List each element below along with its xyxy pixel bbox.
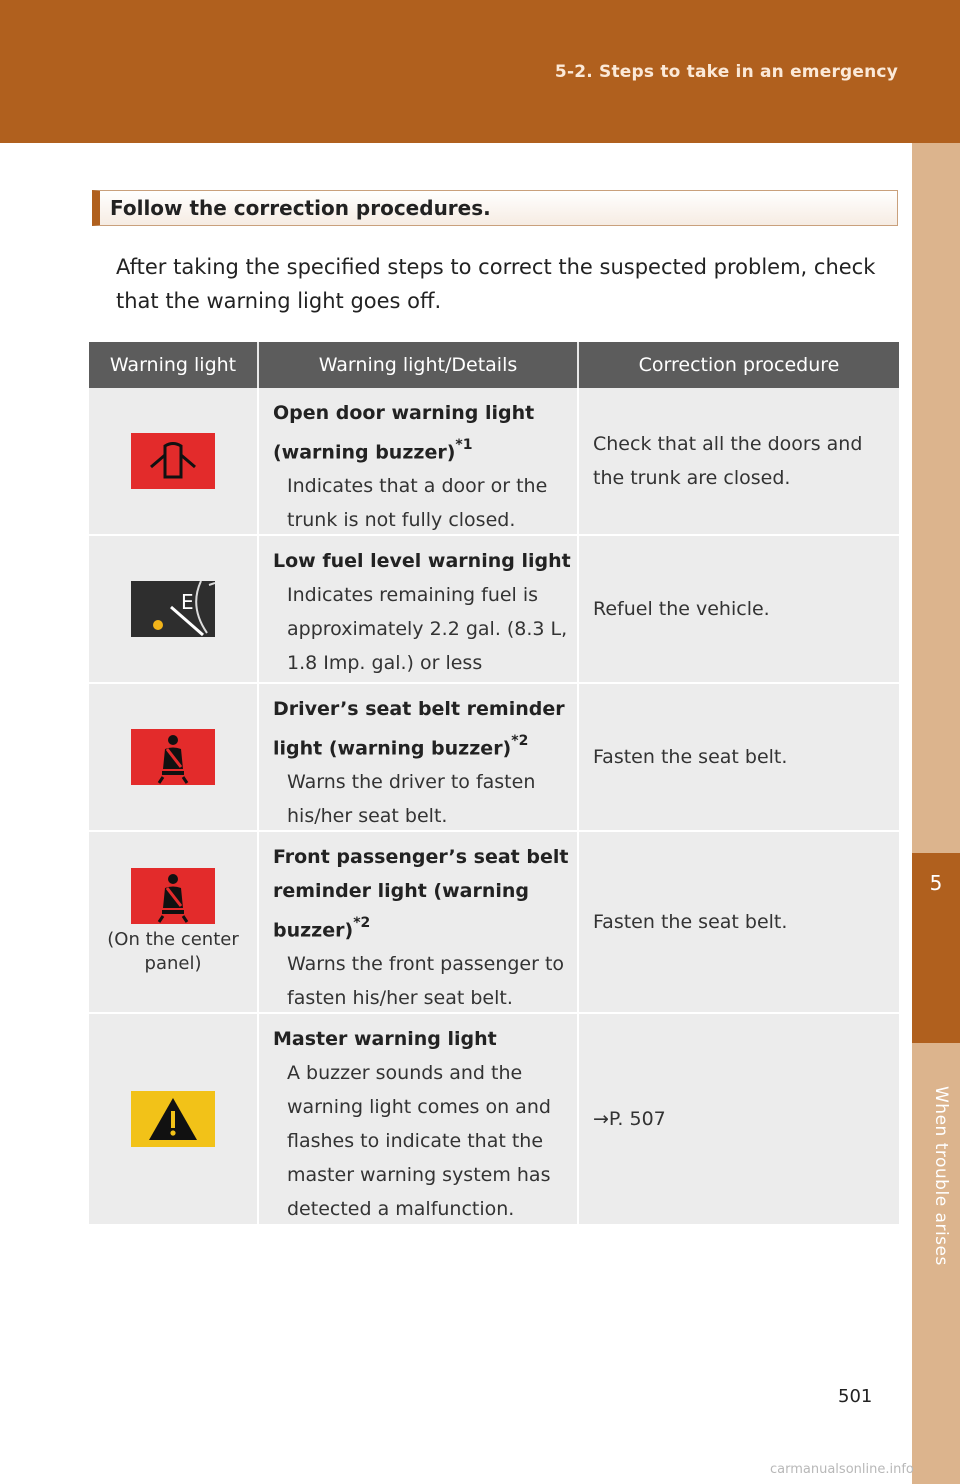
row-title: Low fuel level warning light bbox=[273, 550, 571, 572]
col-header-details: Warning light/Details bbox=[259, 342, 579, 388]
fuel-gauge-icon bbox=[131, 581, 215, 637]
row-title: Front passenger’s seat belt reminder light (warning buzzer)$^{*2}$ bbox=[273, 846, 569, 942]
row-procedure-cell: Check that all the doors and the trunk are closed. bbox=[593, 433, 863, 489]
row-details-cell bbox=[259, 1014, 579, 1224]
table-row bbox=[89, 832, 899, 1014]
icon-location-note: (On the center panel) bbox=[107, 929, 239, 974]
row-icon-cell bbox=[89, 832, 259, 1012]
row-details-cell bbox=[259, 684, 579, 830]
master-warning-icon bbox=[131, 1091, 215, 1147]
row-title: Master warning light bbox=[273, 1028, 497, 1050]
row-description: Indicates that a door or the trunk is not fully closed. bbox=[287, 475, 548, 532]
intro-paragraph: After taking the specified steps to correct the suspected problem, check that the warning light goes off. bbox=[116, 255, 876, 313]
table-row bbox=[89, 684, 899, 832]
row-details-cell bbox=[259, 388, 579, 534]
table-header bbox=[89, 342, 899, 388]
chapter-side-tab bbox=[912, 143, 960, 1484]
row-title: Open door warning light (warning buzzer)$^{*1}$ bbox=[273, 402, 535, 464]
col-header-procedure: Correction procedure bbox=[638, 354, 840, 376]
page-header bbox=[0, 0, 960, 143]
section-heading bbox=[92, 190, 898, 226]
page-reference-link[interactable]: →P. 507 bbox=[593, 1108, 666, 1130]
row-description: A buzzer sounds and the warning light comes on and flashes to indicate that the master warning system has detected a malfunction. bbox=[287, 1062, 551, 1220]
row-title: Driver’s seat belt reminder light (warning buzzer)$^{*2}$ bbox=[273, 698, 565, 760]
col-header-warning-light: Warning light bbox=[89, 342, 259, 388]
row-icon-cell bbox=[89, 388, 259, 534]
chapter-label: When trouble arises bbox=[931, 1086, 951, 1266]
row-description: Warns the front passenger to fasten his/her seat belt. bbox=[287, 953, 565, 1010]
row-description: Indicates remaining fuel is approximately 2.2 gal. (8.3 L, 1.8 Imp. gal.) or less bbox=[287, 584, 568, 674]
seat-belt-icon bbox=[131, 729, 215, 785]
row-details-cell bbox=[259, 536, 579, 682]
table-row bbox=[89, 388, 899, 536]
row-description: Warns the driver to fasten his/her seat belt. bbox=[287, 771, 536, 828]
warning-light-table bbox=[89, 342, 899, 1226]
chapter-number: 5 bbox=[929, 871, 943, 895]
open-door-icon bbox=[131, 433, 215, 489]
row-icon-cell bbox=[89, 1014, 259, 1224]
row-icon-cell bbox=[89, 684, 259, 830]
section-breadcrumb: 5-2. Steps to take in an emergency bbox=[554, 62, 898, 82]
watermark: carmanualsonline.info bbox=[770, 1462, 914, 1477]
table-row bbox=[89, 536, 899, 684]
row-details-cell bbox=[259, 832, 579, 1012]
row-procedure-cell: Refuel the vehicle. bbox=[593, 598, 770, 620]
row-procedure-cell: Fasten the seat belt. bbox=[593, 911, 788, 933]
page-number: 501 bbox=[838, 1386, 873, 1407]
row-procedure-cell: Fasten the seat belt. bbox=[593, 746, 788, 768]
seat-belt-icon bbox=[131, 868, 215, 924]
row-icon-cell bbox=[89, 536, 259, 682]
table-row bbox=[89, 1014, 899, 1226]
fuel-empty-label: E bbox=[181, 590, 194, 614]
section-title: Follow the correction procedures. bbox=[110, 196, 491, 220]
